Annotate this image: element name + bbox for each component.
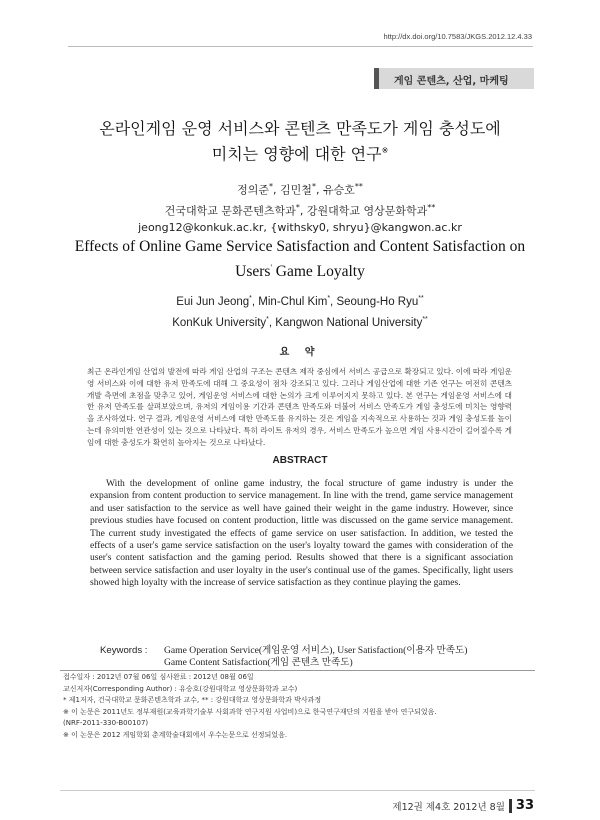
issue-info: 제12권 제4호 2012년 8월 [392, 801, 505, 813]
english-abstract: With the development of online game industry, the focal structure of game industry is under the expansion from content production to service management. In line with the trend, game service management and user satisfaction to the service as well have gained their weight in the game industry. However, since previous studies have focused on content production, little was discussed on the game service management. The current study investigated the effects of game service on user satisfaction. In addition, we tested the effects of a user's game service satisfaction on the user's loyalty toward the games with consideration of the user's content satisfaction and the gaming period. Results showed that there is a significant association between service satisfaction and user loyalty in the user's continual use of the games. Specifically, light users showed high loyalty with the increase of service satisfaction as they continue playing the games. [90, 478, 513, 589]
affiliation-2: 강원대학교 영상문화학과 [306, 204, 428, 218]
author-2-mark: * [311, 182, 316, 191]
affiliation-1-mark: * [295, 202, 300, 212]
english-title-line2a: Users [235, 263, 271, 281]
author-1-mark: * [269, 182, 274, 191]
en-author-2: Min-Chul Kim [258, 295, 328, 308]
en-affiliation-1-mark: * [266, 315, 269, 323]
footnotes [63, 672, 533, 742]
keywords-line2: Game Content Satisfaction(게임 콘텐츠 만족도) [164, 657, 353, 668]
en-affiliation-2-mark: ** [422, 315, 428, 323]
author-3: 유승호 [322, 183, 355, 197]
affiliation-2-mark: ** [427, 202, 436, 212]
korean-abstract: 최근 온라인게임 산업의 발전에 따라 게임 산업의 구조는 콘텐츠 제작 중심에서 서비스 공급으로 확장되고 있다. 이에 따라 게임운영 서비스와 이에 대한 유저 만족도에 대해 그 중요성이 점차 강조되고 있다. 그러나 게임산업에 대한 기존 연구는 여전히 콘텐츠 개발 측면에 초점을 맞추고 있어, 게임운영 서비스에 대한 논의가 크게 이루어지지 못하고 있다. 본 연구는 게임운영 서비스에 대한 유저 만족도를 살펴보았으며, 유저의 게임이용 기간과 콘텐츠 만족도와 더불어 서비스 만족도가 게임 충성도에 미치는 영향력을 조사하였다. 연구 결과, 게임운영 서비스에 대한 만족도를 유지하는 것은 게임을 지속적으로 사용하는 것과 게임 충성도를 높이는데 유의미한 연관성이 있는 것으로 나타났다. 특히 라이트 유저의 경우, 서비스 만족도가 높으면 게임 사용시간이 길어질수록 게임에 대한 충성도가 확연히 높아지는 것으로 나타났다. [87, 367, 512, 447]
footer-separator [509, 799, 512, 813]
english-title [0, 236, 600, 282]
page-number: 33 [515, 798, 534, 813]
korean-title-line2-wrap [0, 140, 600, 165]
en-author-2-mark: * [327, 295, 331, 302]
author-3-mark: ** [354, 182, 363, 191]
footnote-rule [60, 670, 535, 671]
author-emails[interactable]: jeong12@konkuk.ac.kr, {withsky0, shryu}@kangwon.ac.kr [138, 221, 462, 235]
header-rule [68, 46, 533, 47]
affiliation-sep: , [299, 204, 307, 218]
doi-link[interactable]: http://dx.doi.org/10.7583/JKGS.2012.12.4.33 [383, 32, 532, 41]
en-author-3-mark: ** [418, 295, 424, 302]
footnote-funding: ※ 이 논문은 2011년도 정부재원(교육과학기술부 사회과학 연구지원 사업비)으로 한국연구재단의 지원을 받아 연구되었음. [63, 707, 437, 716]
en-author-1-mark: * [249, 295, 252, 302]
korean-title [0, 118, 600, 165]
english-title-mark: ' [270, 263, 272, 272]
abstract-heading: ABSTRACT [272, 455, 328, 466]
korean-title-mark: ※ [381, 146, 389, 155]
en-author-1: Eui Jun Jeong [176, 295, 250, 308]
english-title-line2 [0, 257, 600, 282]
author-sep: , [315, 183, 323, 197]
category-label: 게임 콘텐츠, 산업, 마케팅 [394, 76, 509, 87]
affiliation-1: 건국대학교 문화콘텐츠학과 [164, 204, 296, 218]
english-author-names: Eui Jun Jeong*, Min-Chul Kim*, Seoung-Ho Ryu** [176, 295, 424, 308]
en-affiliation-1: KonKuk University [172, 316, 267, 329]
category-accent [374, 68, 379, 89]
english-affiliations: KonKuk University*, Kangwon National University** [172, 315, 428, 329]
author-sep: , [273, 183, 281, 197]
english-authors [0, 290, 600, 332]
korean-authors [0, 178, 600, 236]
keywords-label: Keywords : [100, 645, 148, 656]
footer-rule [60, 790, 535, 791]
korean-title-line2: 미치는 영향에 대한 연구 [211, 144, 382, 164]
korean-author-names [0, 178, 600, 199]
korean-title-line1: 온라인게임 운영 서비스와 콘텐츠 만족도가 게임 충성도에 [99, 119, 501, 138]
footnote-grant: (NRF-2011-330-B00107) [63, 719, 149, 728]
footnote-corresponding: 교신저자(Corresponding Author) : 유승호(강원대학교 영상문화학과 교수) [63, 684, 298, 693]
english-title-line2b: Game Loyalty [271, 263, 365, 281]
english-title-line1: Effects of Online Game Service Satisfaction and Content Satisfaction on [74, 238, 526, 255]
korean-abstract-heading: 요 약 [279, 347, 321, 358]
author-1: 정의준 [237, 183, 270, 197]
category-banner [374, 68, 534, 89]
page-footer [392, 798, 534, 813]
korean-affiliations [0, 199, 600, 220]
author-2: 김민철 [280, 183, 312, 197]
footnote-authors: * 제1저자, 건국대학교 문화콘텐츠학과 교수, ** : 강원대학교 영상문화학과 박사과정 [63, 696, 322, 705]
en-affiliation-2: Kangwon National University [275, 316, 423, 329]
keywords-line1: Game Operation Service(게임운영 서비스), User Satisfaction(이용자 만족도) [164, 645, 468, 656]
en-author-3: Seoung-Ho Ryu [336, 295, 419, 308]
footnote-received: 접수일자 : 2012년 07월 06일 심사완료 : 2012년 08월 06일 [63, 673, 254, 681]
footnote-award: ※ 이 논문은 2012 게임학회 춘계학술대회에서 우수논문으로 선정되었음. [63, 730, 288, 739]
